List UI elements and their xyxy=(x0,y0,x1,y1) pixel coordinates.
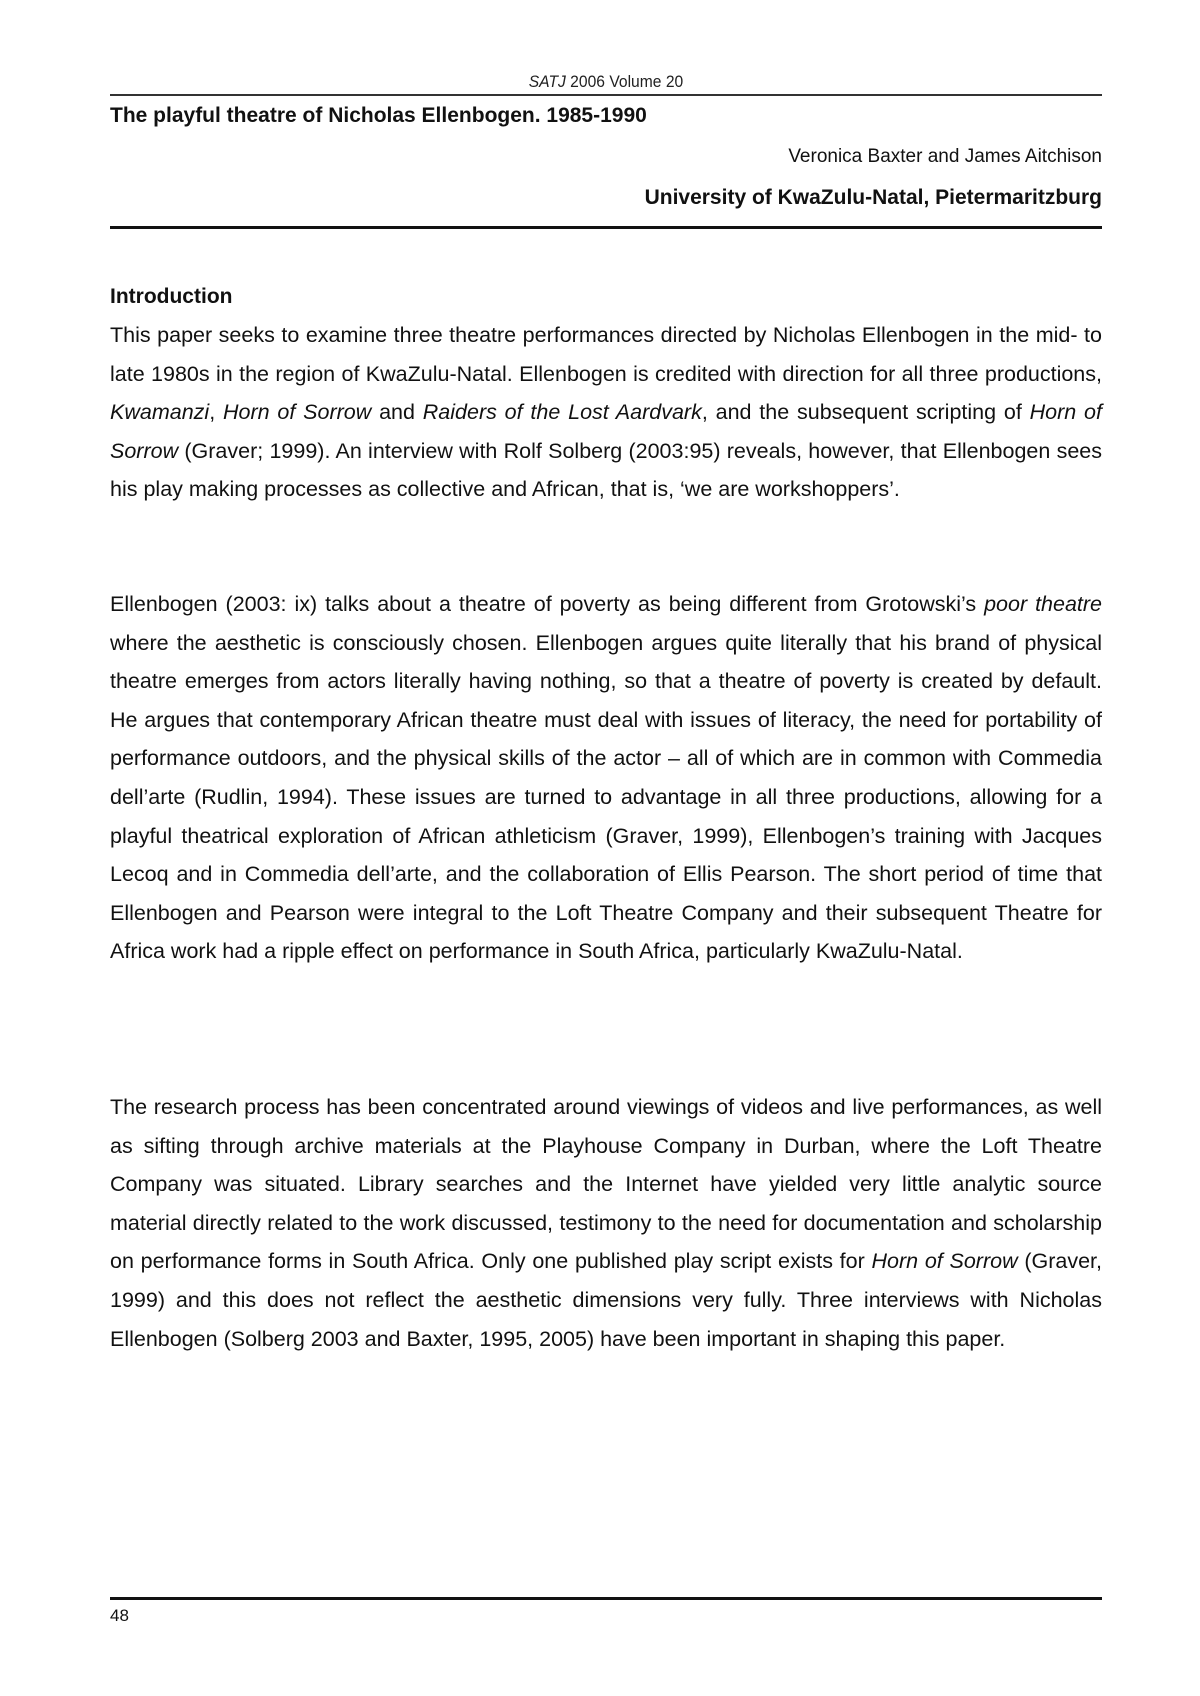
text-run: where the aesthetic is consciously chosen. Ellenbogen argues quite literally that his brand of physical theatre emerges from actors literally having nothing, so that a theatre of poverty is created by default. He argues that contemporary African theatre must deal with issues of literacy, the need for portability of performance outdoors, and the physical skills of the actor – all of which are in common with Commedia dell’arte (Rudlin, 1994). These issues are turned to advantage in all three productions, allowing for a playful theatrical exploration of African athleticism (Graver, 1999), Ellenbogen’s training with Jacques Lecoq and in Commedia dell’arte, and the collaboration of Ellis Pearson. The short period of time that Ellenbogen and Pearson were integral to the Loft Theatre Company and their subsequent Theatre for Africa work had a ripple effect on performance in South Africa, particularly KwaZulu-Natal. xyxy=(110,630,1102,964)
italic-title: Horn of Sorrow xyxy=(110,400,1102,463)
authors: Veronica Baxter and James Aitchison xyxy=(788,146,1102,167)
paragraph xyxy=(110,1088,1102,1358)
paragraph xyxy=(110,585,1102,971)
italic-title: Raiders of the Lost Aardvark xyxy=(422,400,702,425)
text-run: The research process has been concentrated around viewings of videos and live performances, as well as sifting through archive materials at the Playhouse Company in Durban, where the Loft Theatre Company was situated. Library searches and the Internet have yielded very little analytic source material directly related to the work discussed, testimony to the need for documentation and scholarship on performance forms in South Africa. Only one published play script exists for xyxy=(110,1095,1102,1274)
italic-title: Kwamanzi xyxy=(110,400,210,425)
page-number: 48 xyxy=(110,1606,129,1625)
text-run: (Graver, 1999) and this does not reflect the aesthetic dimensions very fully. Three interviews with Nicholas Ellenbogen (Solberg 2003 and Baxter, 1995, 2005) have been important in shaping this paper. xyxy=(110,1249,1102,1351)
text-run: This paper seeks to examine three theatre performances directed by Nicholas Ellenbogen in the mid- to late 1980s in the region of KwaZulu-Natal. Ellenbogen is credited with direction for all three productions, xyxy=(110,323,1102,386)
journal-abbrev: SATJ xyxy=(528,72,566,91)
section-heading: Introduction xyxy=(110,285,233,308)
italic-title: Horn of Sorrow xyxy=(222,400,372,425)
running-head xyxy=(150,72,1063,92)
title-rule xyxy=(110,226,1102,229)
text-run: (Graver; 1999). An interview with Rolf Solberg (2003:95) reveals, however, that Ellenbogen sees his play making processes as collective and African, that is, ‘we are workshoppers’. xyxy=(110,438,1102,502)
text-run: Ellenbogen (2003: ix) talks about a theatre of poverty as being different from Grotowski’s xyxy=(110,592,985,616)
paragraph xyxy=(110,316,1102,509)
affiliation: University of KwaZulu-Natal, Pietermaritzburg xyxy=(644,186,1102,209)
journal-volume: 2006 Volume 20 xyxy=(565,72,684,91)
text-run: and xyxy=(371,400,423,425)
text-run: , xyxy=(209,400,223,425)
paper-title: The playful theatre of Nicholas Ellenbogen. 1985-1990 xyxy=(110,104,647,127)
text-run: , and the subsequent scripting of xyxy=(701,400,1030,425)
header-rule xyxy=(110,94,1102,96)
italic-title: Horn of Sorrow xyxy=(871,1249,1018,1274)
footer-rule xyxy=(110,1597,1102,1600)
italic-title: poor theatre xyxy=(984,592,1103,616)
